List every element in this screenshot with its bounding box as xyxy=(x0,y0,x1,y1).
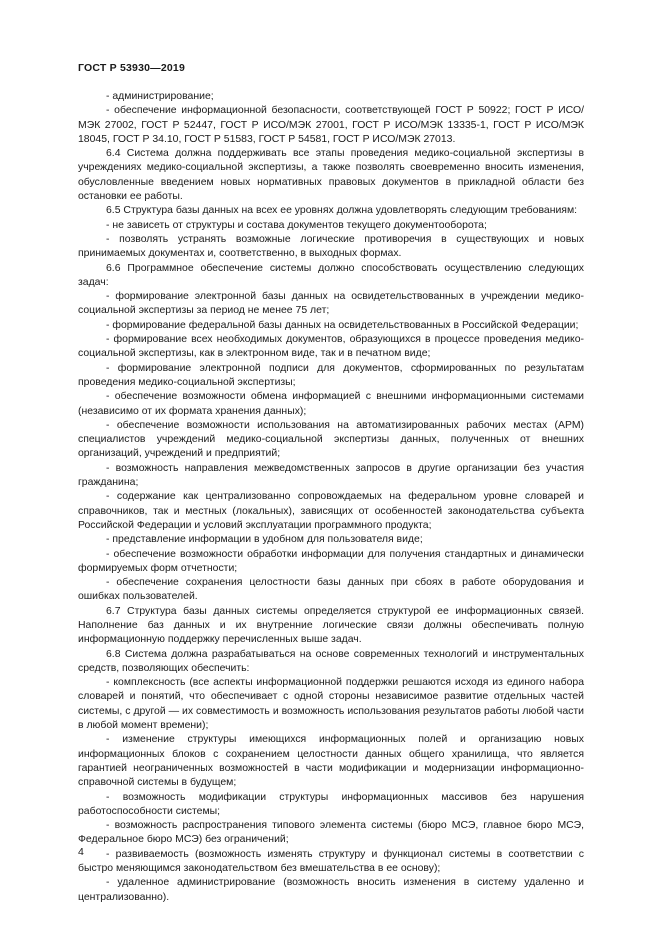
clause-6-8: 6.8 Система должна разрабатываться на основе современных технологий и инструментальных средств, позволяющих обеспечить: xyxy=(78,648,584,674)
document-body xyxy=(78,90,584,905)
list-item: - формирование электронной подписи для документов, сформированных по результатам проведения медико-социальной экспертизы; xyxy=(78,362,584,388)
list-item: - изменение структуры имеющихся информационных полей и организацию новых информационных блоков с сохранением целостности данных общего хранилища, что является гарантией неограниченных возможностей в части модификации и модернизации информационно-справочной системы в будущем; xyxy=(78,734,584,789)
list-item: - возможность распространения типового элемента системы (бюро МСЭ, главное бюро МСЭ, Федеральное бюро МСЭ) без ограничений; xyxy=(78,820,584,846)
list-item: - обеспечение возможности использования на автоматизированных рабочих местах (АРМ) специалистов учреждений медико-социальной экспертизы данных, полученных от внешних организаций, учреждений и предприятий; xyxy=(78,419,584,460)
list-item: - администрирование; xyxy=(106,91,214,102)
list-item: - не зависеть от структуры и состава документов текущего документооборота; xyxy=(106,219,487,231)
list-item: - обеспечение возможности обмена информацией с внешними информационными системами (независимо от их формата хранения данных); xyxy=(78,391,584,417)
list-item: - обеспечение информационной безопасности, соответствующей ГОСТ Р 50922; ГОСТ Р ИСО/МЭК 27002, ГОСТ Р 52447, ГОСТ Р ИСО/МЭК 27001, ГОСТ Р ИСО/МЭК 13335-1, ГОСТ Р ИСО/МЭК 18045, ГОСТ Р 34.10, ГОСТ Р 51583, ГОСТ Р 54581, ГОСТ Р ИСО/МЭК 27013. xyxy=(78,105,584,145)
list-item: - возможность модификации структуры информационных массивов без нарушения работоспособности системы; xyxy=(78,791,584,817)
clause-6-7: 6.7 Структура базы данных системы определяется структурой ее информационных связей. Наполнение баз данных и их внутренние логические связи должны обеспечивать полную информационную поддержку перечисленных выше задач. xyxy=(78,605,584,646)
document-code-header: ГОСТ Р 53930—2019 xyxy=(78,62,186,74)
list-item: - развиваемость (возможность изменять структуру и функционал системы в соответствии с быстро меняющимся законодательством без вмешательства в ее основу); xyxy=(78,848,584,875)
list-item: - обеспечение сохранения целостности базы данных при сбоях в работе оборудования и ошибках пользователей. xyxy=(78,577,584,603)
list-item: - формирование федеральной базы данных на освидетельствованных в Российской Федерации; xyxy=(106,319,579,331)
page-number: 4 xyxy=(78,846,84,858)
clause-6-6: 6.6 Программное обеспечение системы должно способствовать осуществлению следующих задач: xyxy=(78,262,584,288)
clause-6-5: 6.5 Структура базы данных на всех ее уровнях должна удовлетворять следующим требованиям: xyxy=(106,205,578,217)
list-item: - формирование электронной базы данных на освидетельствованных в учреждении медико-социальной экспертизы за период не менее 75 лет; xyxy=(78,291,584,317)
list-item: - обеспечение возможности обработки информации для получения стандартных и динамически формируемых форм отчетности; xyxy=(78,548,584,574)
list-item: - возможность направления межведомственных запросов в другие организации без участия гражданина; xyxy=(78,462,584,489)
list-item: - позволять устранять возможные логические противоречия в существующих и новых принимаемых документах и, соответственно, в выходных формах. xyxy=(78,233,584,260)
clause-6-4: 6.4 Система должна поддерживать все этапы проведения медико-социальной экспертизы в учреждениях медико-социальной экспертизы, а также позволять своевременно вносить изменения, обусловленные введением новых нормативных правовых документов в прикладной области без остановки ее работы. xyxy=(78,148,584,203)
list-item: - удаленное администрирование (возможность вносить изменения в систему удаленно и централизованно). xyxy=(78,877,584,903)
list-item: - содержание как централизованно сопровождаемых на федеральном уровне словарей и справочников, так и местных (локальных), зависящих от особенностей законодательства субъекта Российской Федерации и условий эксплуатации программного продукта; xyxy=(78,491,584,531)
list-item: - формирование всех необходимых документов, образующихся в процессе проведения медико-социальной экспертизы, как в электронном виде, так и в печатном виде; xyxy=(78,334,584,360)
list-item: - представление информации в удобном для пользователя виде; xyxy=(106,534,423,546)
list-item: - комплексность (все аспекты информационной поддержки решаются исходя из единого набора словарей и понятий, что обеспечивает с одной стороны независимое развитие отдельных частей системы, с другой — их совместимость и возможность использования результатов работы любой части в любой момент времени); xyxy=(78,677,584,732)
